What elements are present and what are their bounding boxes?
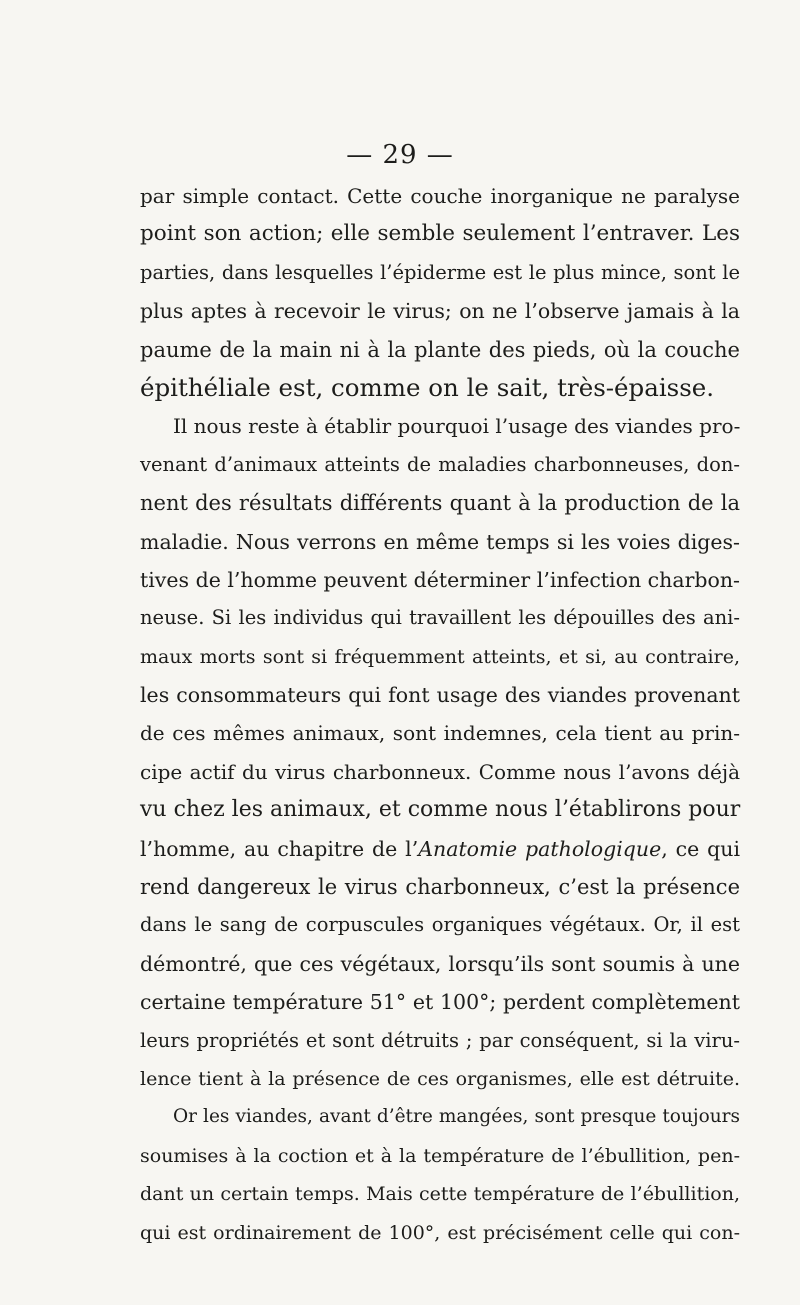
text-line: point son action; elle semble seulement l’entraver. Les bbox=[140, 221, 740, 247]
text-line: venant d’animaux atteints de maladies charbonneuses, don- bbox=[140, 452, 740, 476]
text-line: démontré, que ces végétaux, lorsqu’ils sont soumis à une bbox=[140, 951, 740, 976]
text-line: paume de la main ni à la plante des pieds, où la couche bbox=[140, 337, 740, 362]
text-line: les consommateurs qui font usage des viandes provenant bbox=[140, 683, 740, 708]
text-line: dant un certain temps. Mais cette température de l’ébullition, bbox=[140, 1183, 740, 1206]
text-segment: l’homme, au chapitre de l’ bbox=[140, 836, 419, 861]
body-text bbox=[140, 177, 740, 1252]
text-line: maladie. Nous verrons en même temps si les voies diges- bbox=[140, 529, 740, 554]
italic-title: Anatomie pathologique bbox=[418, 836, 662, 861]
text-line: Il nous reste à établir pourquoi l’usage des viandes pro- bbox=[173, 414, 741, 439]
text-line: qui est ordinairement de 100°, est précisément celle qui con- bbox=[140, 1221, 740, 1244]
text-line: cipe actif du virus charbonneux. Comme nous l’avons déjà bbox=[140, 759, 740, 784]
text-line-with-italic bbox=[140, 830, 740, 868]
text-line: épithéliale est, comme on le sait, très-épaisse. bbox=[140, 372, 715, 402]
text-line: plus aptes à recevoir le virus; on ne l’observe jamais à la bbox=[140, 299, 740, 324]
text-line: dans le sang de corpuscules organiques végétaux. Or, il est bbox=[140, 913, 740, 937]
text-segment: , ce qui bbox=[661, 836, 741, 861]
text-line: nent des résultats différents quant à la production de la bbox=[140, 491, 740, 516]
text-line: leurs propriétés et sont détruits ; par conséquent, si la viru- bbox=[140, 1028, 740, 1052]
text-line: lence tient à la présence de ces organismes, elle est détruite. bbox=[140, 1067, 740, 1090]
text-line: certaine température 51° et 100°; perdent complètement bbox=[140, 990, 740, 1015]
text-line: maux morts sont si fréquemment atteints, et si, au contraire, bbox=[140, 645, 740, 668]
text-line: soumises à la coction et à la température de l’ébullition, pen- bbox=[140, 1144, 740, 1167]
text-line: parties, dans lesquelles l’épiderme est le plus mince, sont le bbox=[140, 260, 740, 284]
page-number: — 29 — bbox=[346, 140, 454, 170]
text-line: tives de l’homme peuvent déterminer l’infection charbon- bbox=[140, 567, 740, 592]
text-line: par simple contact. Cette couche inorganique ne paralyse bbox=[140, 184, 740, 208]
text-line: vu chez les animaux, et comme nous l’établirons pour bbox=[140, 797, 741, 823]
text-line: rend dangereux le virus charbonneux, c’est la présence bbox=[140, 875, 740, 900]
text-line: de ces mêmes animaux, sont indemnes, cela tient au prin- bbox=[140, 721, 740, 746]
text-line: Or les viandes, avant d’être mangées, sont presque toujours bbox=[173, 1106, 740, 1128]
text-line: neuse. Si les individus qui travaillent les dépouilles des ani- bbox=[140, 606, 740, 630]
